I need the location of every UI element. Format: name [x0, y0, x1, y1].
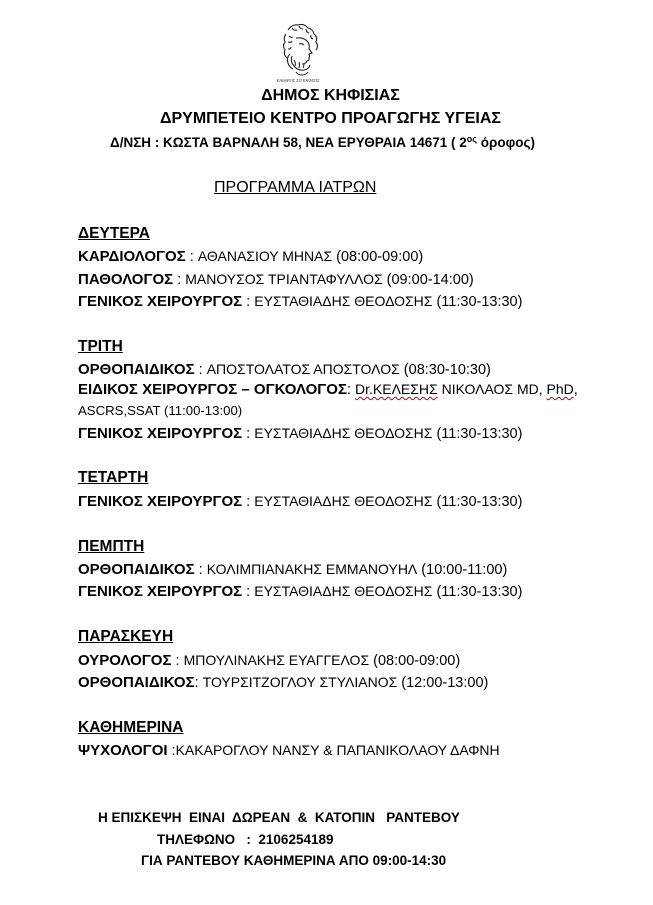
- schedule-entry: ΚΑΡΔΙΟΛΟΓΟΣ : ΑΘΑΝΑΣΙΟΥ ΜΗΝΑΣ (08:00-09:00): [78, 248, 424, 265]
- day-heading-wednesday: ΤΕΤΑΡΤΗ: [78, 469, 149, 486]
- day-heading-friday: ΠΑΡΑΣΚΕΥΗ: [78, 628, 174, 645]
- footer-free-visit-note: Η ΕΠΙΣΚΕΨΗ ΕΙΝΑΙ ΔΩΡΕΑΝ & ΚΑΤΟΠΙΝ ΡΑΝΤΕΒΟΥ: [98, 810, 460, 825]
- footer-phone: ΤΗΛΕΦΩΝΟ : 2106254189: [157, 832, 334, 847]
- footer-appointment-hours: ΓΙΑ ΡΑΝΤΕΒΟΥ ΚΑΘΗΜΕΡΙΝΑ ΑΠΟ 09:00-14:30: [141, 853, 447, 868]
- schedule-entry: ΓΕΝΙΚΟΣ ΧΕΙΡΟΥΡΓΟΣ : ΕΥΣΤΑΘΙΑΔΗΣ ΘΕΟΔΟΣΗΣ (11:30-13:30): [78, 583, 523, 600]
- municipal-seal-head-icon: [266, 20, 330, 86]
- schedule-entry: ΕΙΔΙΚΟΣ ΧΕΙΡΟΥΡΓΟΣ – ΟΓΚΟΛΟΓΟΣ: Dr.ΚΕΛΕΣΗΣ ΝΙΚΟΛΑΟΣ MD, PhD,: [78, 381, 578, 398]
- schedule-entry: ΓΕΝΙΚΟΣ ΧΕΙΡΟΥΡΓΟΣ : ΕΥΣΤΑΘΙΑΔΗΣ ΘΕΟΔΟΣΗΣ (11:30-13:30): [78, 425, 523, 442]
- day-heading-tuesday: ΤΡΙΤΗ: [78, 338, 123, 355]
- schedule-entry-continuation: ASCRS,SSAT (11:00-13:00): [78, 403, 243, 418]
- municipality-title: ΔΗΜΟΣ ΚΗΦΙΣΙΑΣ: [261, 87, 400, 104]
- svg-text:ΚΑΘΑΡΟΣ ΣΠ ΚΗΦΙΣΙΣ: ΚΑΘΑΡΟΣ ΣΠ ΚΗΦΙΣΙΣ: [276, 78, 320, 83]
- day-heading-thursday: ΠΕΜΠΤΗ: [78, 538, 145, 555]
- schedule-entry: ΓΕΝΙΚΟΣ ΧΕΙΡΟΥΡΓΟΣ : ΕΥΣΤΑΘΙΑΔΗΣ ΘΕΟΔΟΣΗΣ (11:30-13:30): [78, 493, 523, 510]
- schedule-entry: ΓΕΝΙΚΟΣ ΧΕΙΡΟΥΡΓΟΣ : ΕΥΣΤΑΘΙΑΔΗΣ ΘΕΟΔΟΣΗΣ (11:30-13:30): [78, 293, 523, 310]
- day-heading-monday: ΔΕΥΤΕΡΑ: [78, 225, 151, 242]
- schedule-entry: ΟΡΘΟΠΑΙΔΙΚΟΣ : ΑΠΟΣΤΟΛΑΤΟΣ ΑΠΟΣΤΟΛΟΣ (08:30-10:30): [78, 361, 491, 378]
- program-title: ΠΡΟΓΡΑΜΜΑ ΙΑΤΡΩΝ: [214, 179, 377, 196]
- schedule-entry: ΟΥΡΟΛΟΓΟΣ : ΜΠΟΥΛΙΝΑΚΗΣ ΕΥΑΓΓΕΛΟΣ (08:00-09:00): [78, 652, 461, 669]
- schedule-entry: ΟΡΘΟΠΑΙΔΙΚΟΣ : ΚΟΛΙΜΠΙΑΝΑΚΗΣ ΕΜΜΑΝΟΥΗΛ (10:00-11:00): [78, 561, 508, 578]
- center-name: ΔΡΥΜΠΕΤΕΙΟ ΚΕΝΤΡΟ ΠΡΟΑΓΩΓΗΣ ΥΓΕΙΑΣ: [159, 110, 502, 127]
- schedule-entry: ΠΑΘΟΛΟΓΟΣ : ΜΑΝΟΥΣΟΣ ΤΡΙΑΝΤΑΦΥΛΛΟΣ (09:00-14:00): [78, 271, 474, 288]
- schedule-entry: ΟΡΘΟΠΑΙΔΙΚΟΣ: ΤΟΥΡΣΙΤΖΟΓΛΟΥ ΣΤΥΛΙΑΝΟΣ (12:00-13:00): [78, 674, 489, 691]
- day-heading-daily: ΚΑΘΗΜΕΡΙΝΑ: [78, 719, 184, 736]
- address-line: Δ/ΝΣΗ : ΚΩΣΤΑ ΒΑΡΝΑΛΗ 58, ΝΕΑ ΕΡΥΘΡΑΙΑ 14671 ( $2^{o\varsigma}$ όροφος): [110, 134, 535, 150]
- schedule-entry: ΨΥΧΟΛΟΓΟΙ :ΚΑΚΑΡΟΓΛΟΥ ΝΑΝΣΥ & ΠΑΠΑΝΙΚΟΛΑΟΥ ΔΑΦΝΗ: [78, 742, 500, 759]
